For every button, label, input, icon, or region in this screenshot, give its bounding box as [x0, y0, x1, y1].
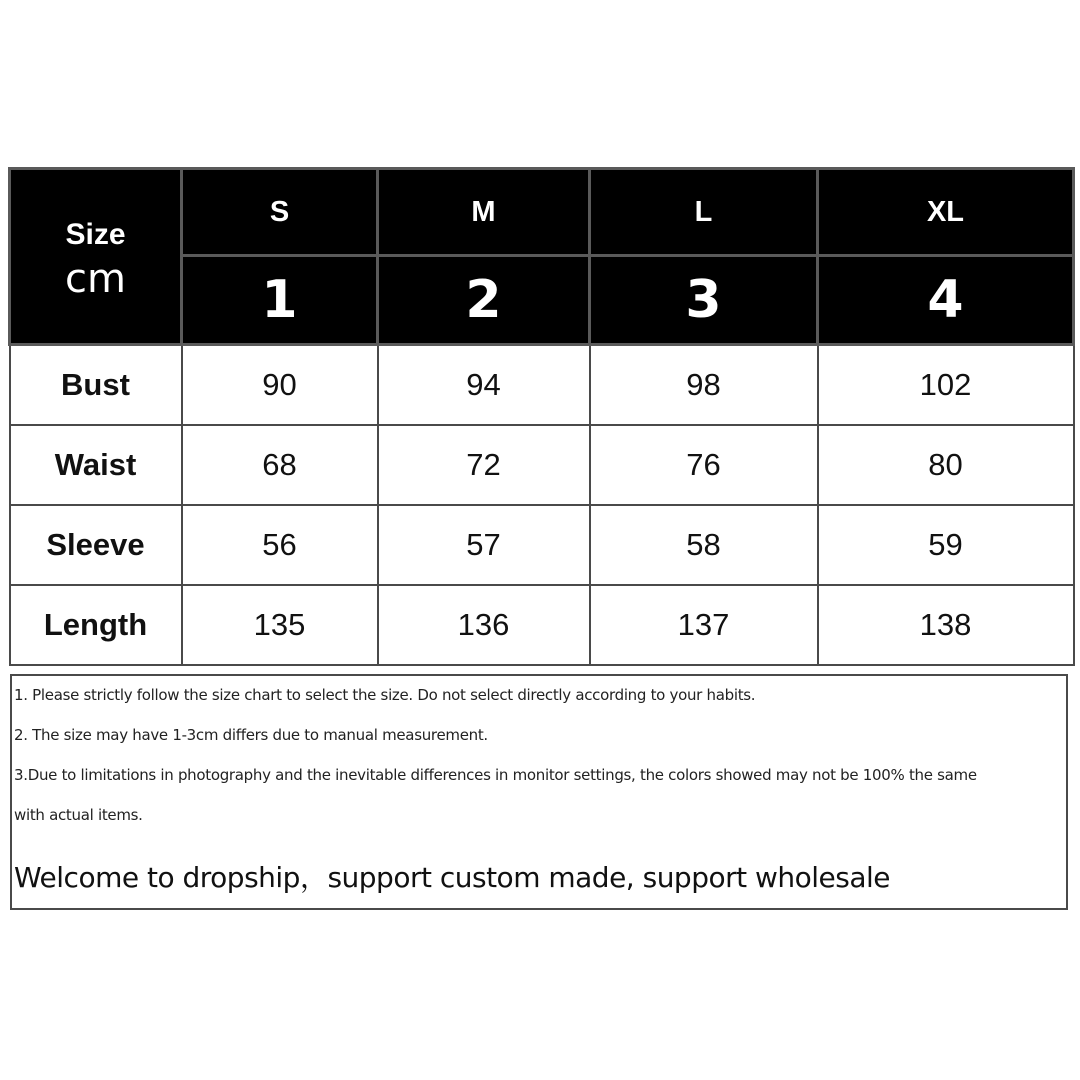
table-row-waist — [10, 425, 1074, 505]
table-row-bust — [10, 345, 1074, 426]
note-2: 2. The size may have 1-3cm differs due to manual measurement. — [14, 726, 488, 744]
table-row-sleeve — [10, 505, 1074, 585]
table-cell: 58 — [590, 505, 818, 585]
row-label-bust: Bust — [10, 345, 182, 426]
table-cell: 90 — [182, 345, 378, 426]
size-header-m: M — [378, 169, 590, 256]
table-cell: 138 — [818, 585, 1074, 665]
table-cell: 135 — [182, 585, 378, 665]
size-chart — [8, 167, 1072, 666]
note-3-continued: with actual items. — [14, 806, 143, 824]
size-header-s: S — [182, 169, 378, 256]
table-cell: 59 — [818, 505, 1074, 585]
note-1: 1. Please strictly follow the size chart to select the size. Do not select directly according to your habits. — [14, 686, 756, 704]
row-label-sleeve: Sleeve — [10, 505, 182, 585]
table-cell: 102 — [818, 345, 1074, 426]
corner-label-cm: cm — [65, 255, 126, 302]
note-3: 3.Due to limitations in photography and the inevitable differences in monitor settings, the colors showed may not be 100% the same — [14, 766, 977, 784]
row-label-waist: Waist — [10, 425, 182, 505]
row-label-length: Length — [10, 585, 182, 665]
table-cell: 76 — [590, 425, 818, 505]
table-cell: 137 — [590, 585, 818, 665]
number-header-3: 3 — [590, 256, 818, 345]
table-row-length — [10, 585, 1074, 665]
number-header-4: 4 — [818, 256, 1074, 345]
table-cell: 94 — [378, 345, 590, 426]
size-header-xl: XL — [818, 169, 1074, 256]
number-header-2: 2 — [378, 256, 590, 345]
table-cell: 98 — [590, 345, 818, 426]
table-cell: 68 — [182, 425, 378, 505]
table-cell: 72 — [378, 425, 590, 505]
size-table — [8, 167, 1075, 666]
table-cell: 80 — [818, 425, 1074, 505]
notes-box — [10, 674, 1068, 910]
corner-label-size: Size — [65, 217, 126, 251]
corner-header-cell — [10, 169, 182, 345]
welcome-message: Welcome to dropship，support custom made, support wholesale — [14, 861, 891, 894]
header-size-row — [10, 169, 1074, 256]
table-cell: 57 — [378, 505, 590, 585]
number-header-1: 1 — [182, 256, 378, 345]
table-cell: 56 — [182, 505, 378, 585]
table-cell: 136 — [378, 585, 590, 665]
size-header-l: L — [590, 169, 818, 256]
